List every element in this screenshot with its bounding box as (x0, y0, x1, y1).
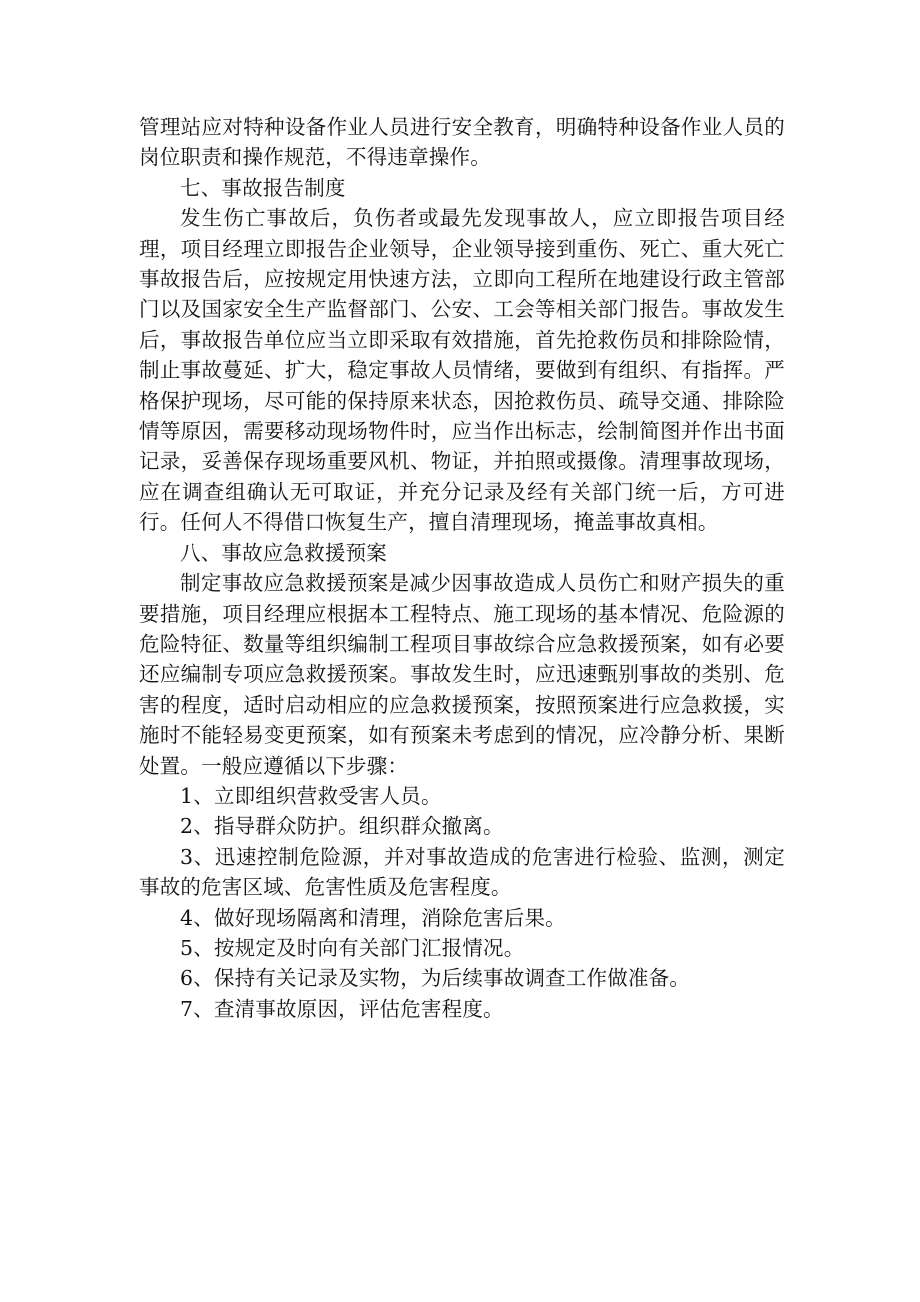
document-body (139, 112, 785, 1024)
list-item-step-5: 5、按规定及时向有关部门汇报情况。 (180, 935, 525, 960)
paragraph-emergency-plan: 制定事故应急救援预案是减少因事故造成人员伤亡和财产损失的重要措施，项目经理应根据本工程特点、施工现场的基本情况、危险源的危险特征、数量等组织编制工程项目事故综合应急救援预案，如有必要还应编制专项应急救援预案。事故发生时，应迅速甄别事故的类别、危害的程度，适时启动相应的应急救援预案，按照预案进行应急救援，实施时不能轻易变更预案，如有预案未考虑到的情况，应冷静分析、果断处置。一般应遵循以下步骤： (139, 571, 785, 778)
list-item-step-6: 6、保持有关记录及实物，为后续事故调查工作做准备。 (180, 966, 691, 991)
section-heading-accident-report: 七、事故报告制度 (180, 175, 346, 200)
paragraph-continuation: 管理站应对特种设备作业人员进行安全教育，明确特种设备作业人员的岗位职责和操作规范，不得违章操作。 (139, 115, 785, 170)
list-item-step-7: 7、查清事故原因，评估危害程度。 (180, 996, 504, 1021)
list-item-step-1: 1、立即组织营救受害人员。 (180, 783, 442, 808)
list-item-step-3: 3、迅速控制危险源，并对事故造成的危害进行检验、监测，测定事故的危害区域、危害性质及危害程度。 (139, 844, 785, 900)
paragraph-accident-report: 发生伤亡事故后，负伤者或最先发现事故人，应立即报告项目经理，项目经理立即报告企业领导，企业领导接到重伤、死亡、重大死亡事故报告后，应按规定用快速方法，立即向工程所在地建设行政主管部门以及国家安全生产监督部门、公安、工会等相关部门报告。事故发生后，事故报告单位应当立即采取有效措施，首先抢救伤员和排除险情，制止事故蔓延、扩大，稳定事故人员情绪，要做到有组织、有指挥。严格保护现场，尽可能的保持原来状态，因抢救伤员、疏导交通、排除险情等原因，需要移动现场物件时，应当作出标志，绘制简图并作出书面记录，妥善保存现场重要风机、物证，并拍照或摄像。清理事故现场，应在调查组确认无可取证，并充分记录及经有关部门统一后，方可进行。任何人不得借口恢复生产，擅自清理现场，掩盖事故真相。 (139, 206, 785, 535)
list-item-step-4: 4、做好现场隔离和清理，消除危害后果。 (180, 905, 566, 930)
section-heading-emergency-plan: 八、事故应急救援预案 (180, 540, 387, 565)
list-item-step-2: 2、指导群众防护。组织群众撤离。 (180, 814, 504, 839)
